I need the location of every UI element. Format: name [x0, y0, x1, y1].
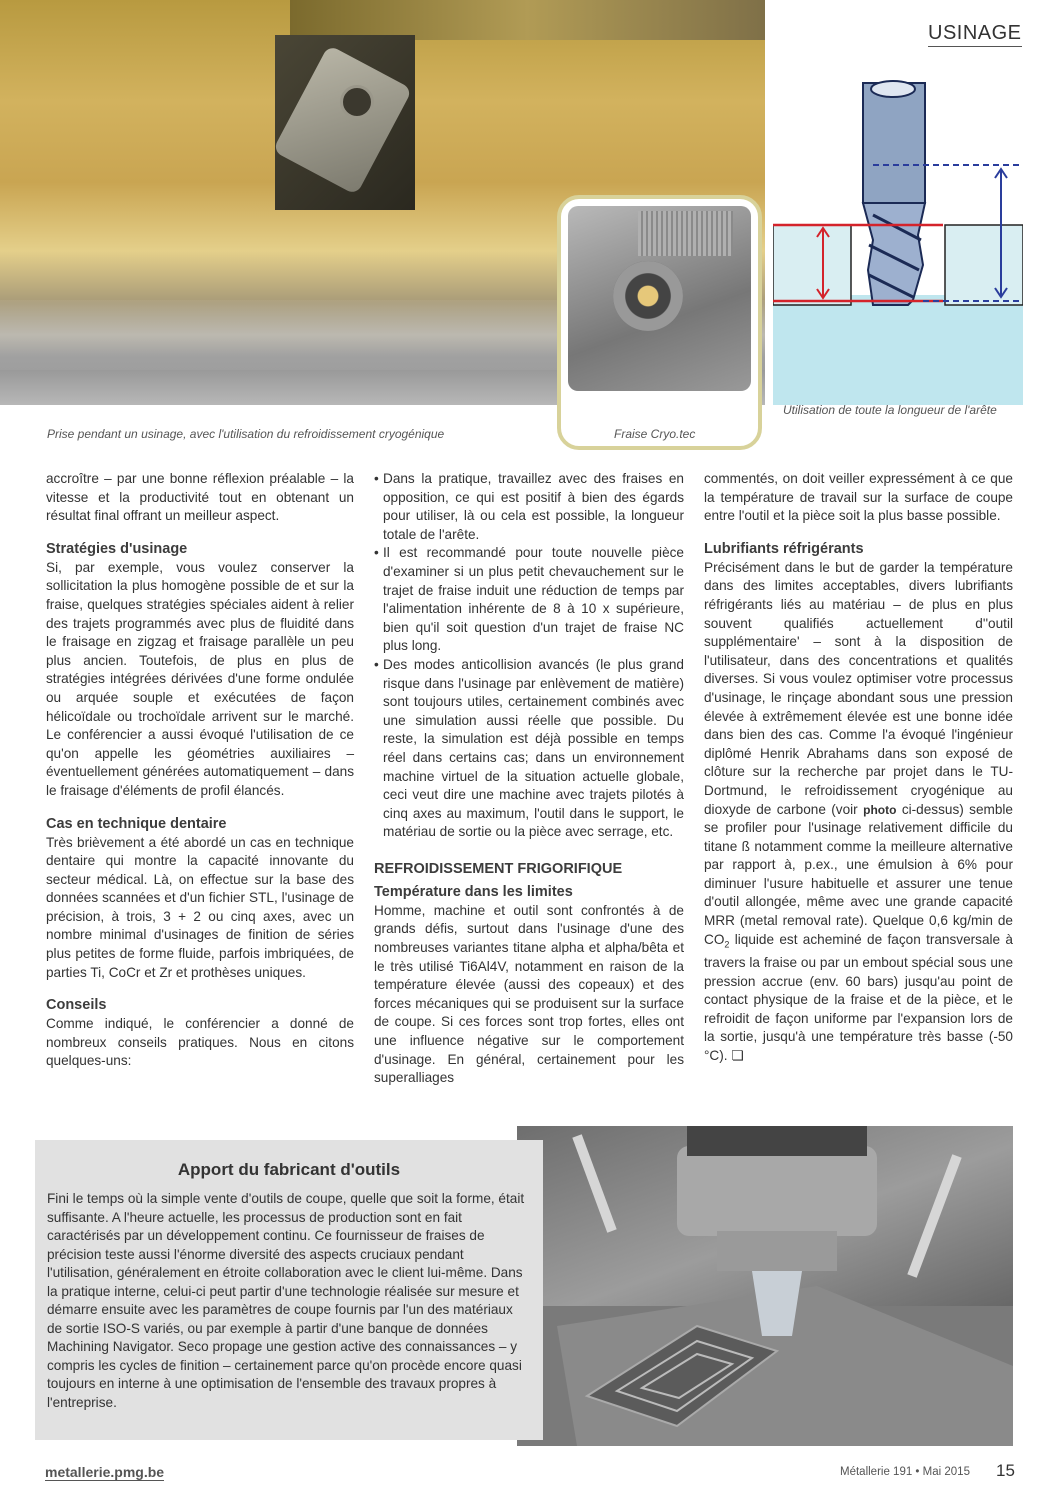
machine-panel [638, 211, 733, 256]
column-2 [374, 470, 684, 1088]
col3-lubrifiants-text [704, 559, 1013, 1066]
col2-temperature-text: Homme, machine et outil sont confrontés à de grands défis, surtout dans l'usinage d'une des nombreuses variantes titane alpha et alpha/bêta et le très utilisé Ti6Al4V, notamment en raison de la température élevée (aussi des copeaux) et des forces mécaniques qui se produisent sur la surface de coupe. Si ces forces sont trop fortes, elles ont une influence négative sur le comportement d'usinage. En général, certainement pour les superalliages [374, 902, 684, 1086]
footer-issue: Métallerie 191 • Mai 2015 [840, 1466, 970, 1478]
photo-word: photo [863, 802, 897, 817]
list-item: • Dans la pratique, travaillez avec des fraises en opposition, ce qui est positif à bien des égards pour utiliser, là ou cela est possible, la longueur totale de l'arête. [374, 470, 684, 544]
col1-dental-text: Très brièvement a été abordé un cas en technique dentaire qui montre la capacité innovante du secteur médical. Là, on effectue sur la base des données scannées et d'un fichier STL, l'usinage de précision, à trois, 3 + 2 ou cinq axes, avec un nombre minimal d'usinages de finition de séries plus petites de forme fluide, parfois imbriquées, de parties Ti, CoCr et Zr et prothèses uniques. [46, 834, 354, 980]
list-item: • Il est recommandé pour toute nouvelle pièce d'examiner si un plus petit chevauchement sur le trajet de fraise induit une réduction de temps par l'alimentation inhérente de 8 à 10 x supérieure, bien qu'il soit question d'un trajet de fraise NC plus long. [374, 544, 684, 656]
lub-text-2: ci-dessus) semble se profiler pour l'usinage relativement difficile du titane ß notamment comme la meilleure alternative par rapport à, p.ex., une émulsion à 6% pour diminuer l'usure habituelle et assurer une tenue d'outil allongée, même avec une grande capacité MRR (metal removal rate). Quelque 0,6 kg/min de CO [704, 801, 1013, 947]
diagram-caption: Utilisation de toute la longueur de l'arête [783, 403, 997, 417]
footer-site-link[interactable]: metallerie.pmg.be [45, 1464, 165, 1480]
spindle-icon [613, 261, 683, 331]
heading-refroidissement: REFROIDISSEMENT FRIGORIFIQUE [374, 860, 623, 877]
section-title: USINAGE [928, 22, 1022, 47]
cryo-photo [568, 206, 751, 391]
col1-strategies-text: Si, par exemple, vous voulez conserver la sollicitation la plus homogène possible de et sur la fraise, quelques stratégies spéciales aident à relier des trajets programmés avec plus de fluidité dans le fraisage en zigzag et fraisage parallèle un peu plus ancien. Toutefois, de plus en plus de stratégies intégrées dérivées d'une forme ondulée ou arquée souple et exécutées de façon hélicoïdale ou trochoïdale arrivent sur le marché. Le conférencier a aussi évoqué l'utilisation de ce qu'on appelle les géométries auxiliaires – éventuellement générées automatiquement – dans le fraisage d'éléments de profil élancés. [46, 559, 354, 798]
tips-list [374, 470, 684, 842]
hex-screw-icon [340, 85, 374, 119]
box-title: Apport du fabricant d'outils [177, 1160, 401, 1179]
col1-conseils-text: Comme indiqué, le conférencier a donné de nombreux conseils pratiques. Nous en citons quelques-uns: [46, 1016, 354, 1069]
heading-conseils: Conseils [46, 997, 107, 1014]
lub-text-1: Précisément dans le but de garder la température dans des limites acceptables, divers lubrifiants réfrigérants liés au matériau – de plus en plus souvent qualifiés actuellement d''outil supplémentaire' – sont à la disposition de l'utilisateur, dans des concentrations et qualités diverses. Si vous voulez optimiser votre processus d'usinage, le rinçage abondant sous une pression élevée à extrêmement élevée est une bonne idée dans bien des cas. Comme l'a évoqué l'ingénieur diplômé Henrik Abrahams dans son exposé de clôture sur la recherche par projet dans le TU-Dortmund, le refroidissement cryogénique au dioxyde de carbone (voir [704, 559, 1013, 817]
heading-temperature: Température dans les limites [374, 883, 573, 900]
col3-continued-text: commentés, on doit veiller expressément à ce que la température de travail sur la surface de coupe entre l'outil et la pièce soit la plus basse possible. [704, 471, 1013, 524]
main-photo-caption: Prise pendant un usinage, avec l'utilisation du refroidissement cryogénique [47, 427, 445, 441]
milling-scene [517, 1126, 1013, 1446]
col1-intro: accroître – par une bonne réflexion préalable – la vitesse et la productivité tout en obtenant un résultat final offrant un meilleur aspect. [46, 471, 354, 524]
column-3 [704, 470, 1013, 1066]
column-1 [46, 470, 354, 1071]
lub-text-3: liquide est acheminé de façon transversale à travers la fraise ou par un embout spécial sous une pression accrue (env. 60 bars) jusqu'au point de contact physique de la fraise et de la pièce, et le refroidit de façon uniforme par l'expansion lors de la sortie, jusqu'à une température très basse (-50 °C). [704, 931, 1013, 1063]
box-text: Fini le temps où la simple vente d'outils de coupe, quelle que soit la forme, était suffisante. A l'heure actuelle, les processus de production sont en fait caractérisés par un développement continu. Ce fournisseur de fraises de précision teste aussi l'énorme diversité des aspects cruciaux pendant l'utilisation, généralement en étroite collaboration avec le client lui-même. Dans la pratique interne, celui-ci peut partir d'une technologie réalisée sur mesure et démarre ensuite avec les paramètres de coupe fournis par l'un des matériaux de sortie ISO-S variés, ou par exemple à partir d'une banque de données Machining Navigator. Seco propage une gestion active des connaissances – y compris les cycles de finition – certainement parce qu'on procède encore quasi toujours en interne à une optimisation de l'ensemble des travaux propres à l'entreprise. [47, 1191, 525, 1410]
heading-lubrifiants: Lubrifiants réfrigérants [704, 540, 864, 557]
heading-dental: Cas en technique dentaire [46, 815, 227, 832]
cryo-photo-caption: Fraise Cryo.tec [614, 427, 696, 441]
list-item: • Des modes anticollision avancés (le plus grand risque dans l'usinage par enlèvement de matière) sont toujours utiles, certainement combinés avec une simulation aussi réelle que possible. Du reste, la simulation est déjà possible en temps réel dans certains cas; dans un environnement machine virtuel de la situation actuelle globale, ceci veut dire une machine avec trajets pilotés à cinq axes au maximum, l'outil dans le support, le matériau de sortie ou la pièce avec serrage, etc. [374, 656, 684, 842]
machine-part [290, 0, 765, 40]
sidebar-box [35, 1140, 543, 1440]
page-number: 15 [996, 1461, 1015, 1480]
bottom-photo [517, 1126, 1013, 1446]
tool-length-diagram [773, 65, 1023, 405]
end-mark-icon: ❏ [731, 1047, 744, 1063]
heading-strategies: Stratégies d'usinage [46, 540, 188, 557]
co2-subscript: 2 [724, 939, 730, 950]
